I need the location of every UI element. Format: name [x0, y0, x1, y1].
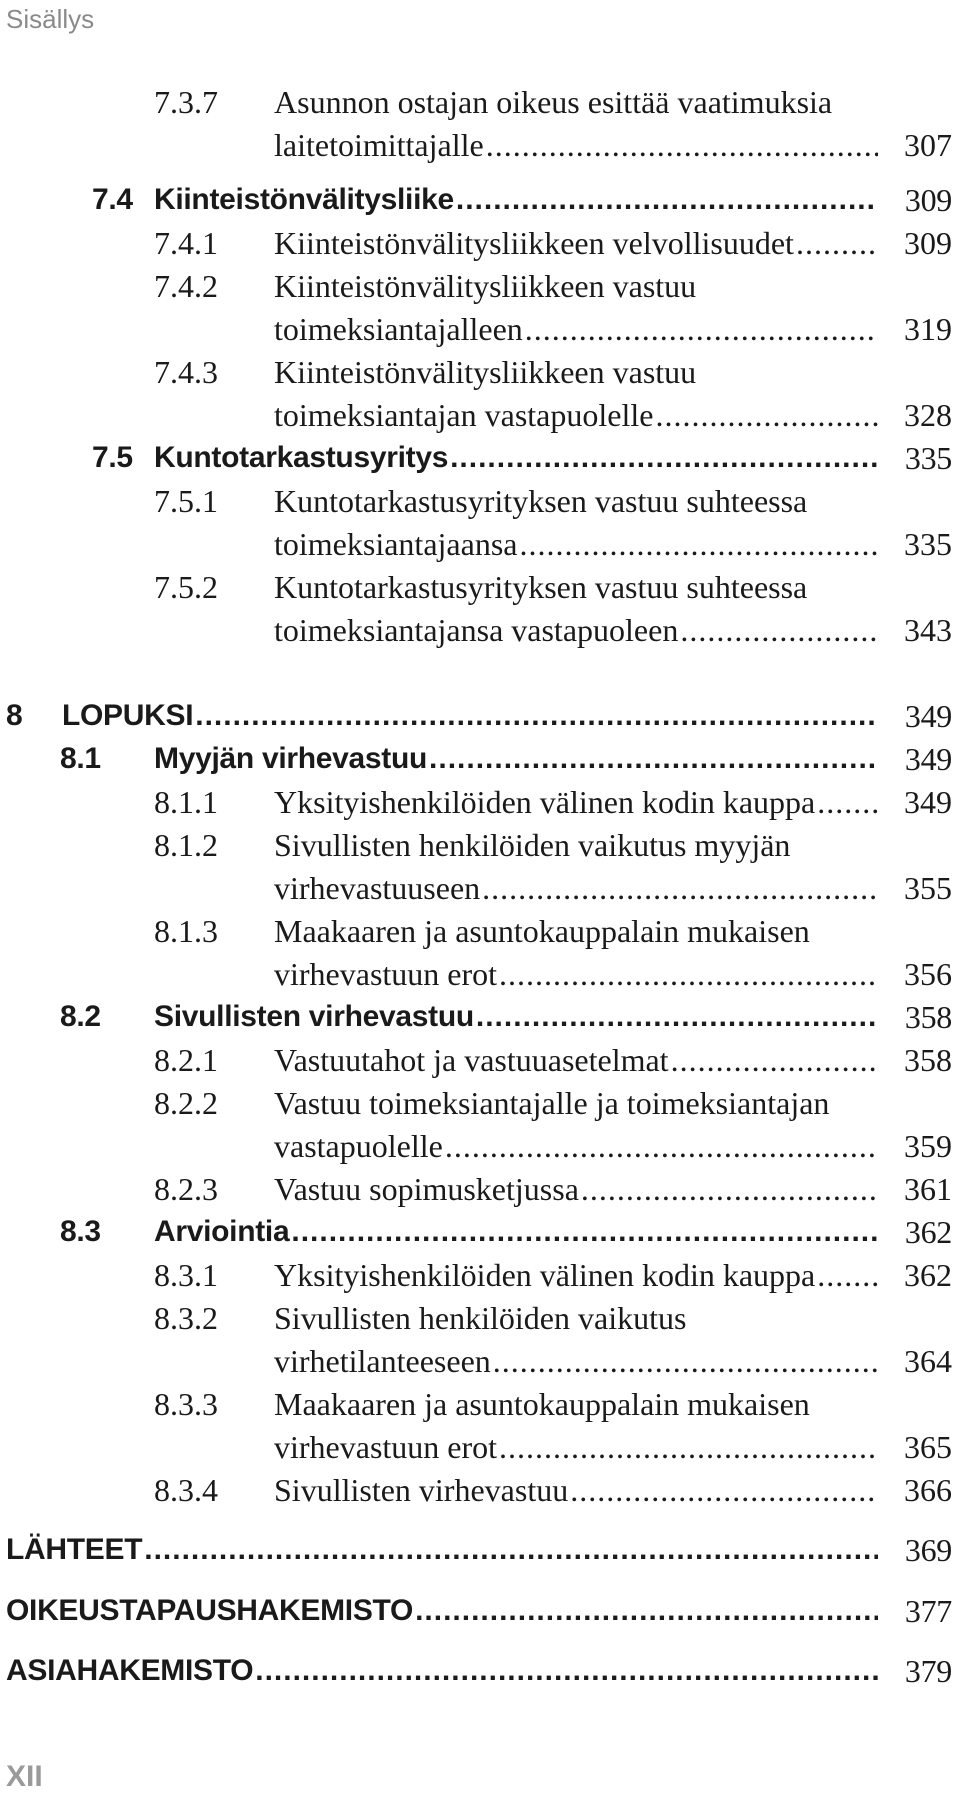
toc-number: 8.3.4 — [154, 1472, 218, 1508]
toc-title-line-2: laitetoimittajalle ..... — [274, 125, 884, 165]
dot-leader — [415, 1591, 878, 1631]
toc-number: 8.3.2 — [154, 1300, 218, 1336]
toc-title-line-2: toimeksiantajan vastapuolelle ..... — [274, 395, 884, 435]
toc-title-line-1: Asunnon ostajan oikeus esittää vaatimuksia — [274, 84, 833, 120]
toc-number: 7.5.2 — [154, 569, 218, 605]
toc-title-line-1: ASIAHAKEMISTO ..... — [6, 1651, 884, 1691]
dot-leader — [817, 782, 878, 822]
toc-number: 7.4.2 — [154, 268, 218, 304]
toc-number: 8.1.2 — [154, 827, 218, 863]
toc-title-line-2: vastapuolelle ..... — [274, 1126, 884, 1166]
toc-number: 7.5.1 — [154, 483, 218, 519]
toc-number: 8 — [6, 699, 23, 732]
dot-leader — [671, 1040, 878, 1080]
toc-title-line-1: Kuntotarkastusyritys ..... — [154, 438, 884, 478]
toc-page-number: 361 — [904, 1171, 952, 1207]
toc-page-number: 349 — [904, 698, 952, 734]
dot-leader — [291, 1212, 878, 1252]
dot-leader — [144, 1530, 878, 1570]
toc-page-number: 379 — [904, 1653, 952, 1689]
toc-title-line-1: LÄHTEET ..... — [6, 1530, 884, 1570]
toc-page-number: 377 — [904, 1593, 952, 1629]
toc-title-line-1: Yksityishenkilöiden välinen kodin kauppa ..... — [274, 1255, 884, 1295]
toc-page-number: 349 — [904, 741, 952, 777]
toc-title-line-2: toimeksiantajalleen ..... — [274, 309, 884, 349]
dot-leader — [499, 1427, 878, 1467]
toc-number: 7.4 — [92, 183, 133, 216]
toc-page-number: 362 — [904, 1257, 952, 1293]
dot-leader — [255, 1651, 878, 1691]
toc-page-number: 355 — [904, 870, 952, 906]
dot-leader — [195, 696, 878, 736]
toc-page-number: 366 — [904, 1472, 952, 1508]
toc-page-number: 319 — [904, 311, 952, 347]
dot-leader — [570, 1470, 878, 1510]
toc-title-line-1: Sivullisten virhevastuu ..... — [154, 997, 884, 1037]
toc-number: 8.1.3 — [154, 913, 218, 949]
toc-page-number: 369 — [904, 1532, 952, 1568]
toc-page-number: 328 — [904, 397, 952, 433]
toc-title-line-1: Kiinteistönvälitysliikkeen vastuu — [274, 268, 697, 304]
toc-number: 8.3 — [60, 1215, 101, 1248]
toc-page-number: 349 — [904, 784, 952, 820]
dot-leader — [456, 180, 878, 220]
toc-page-number: 343 — [904, 612, 952, 648]
toc-page-number: 364 — [904, 1343, 952, 1379]
toc-title-line-1: Kuntotarkastusyrityksen vastuu suhteessa — [274, 483, 808, 519]
toc-title-line-1: Maakaaren ja asuntokauppalain mukaisen — [274, 913, 810, 949]
toc-title-line-2: virhevastuun erot ..... — [274, 1427, 884, 1467]
toc-number: 7.5 — [92, 441, 133, 474]
toc-page-number: 359 — [904, 1128, 952, 1164]
dot-leader — [429, 739, 878, 779]
toc-title-line-2: virhetilanteeseen ..... — [274, 1341, 884, 1381]
toc-number: 8.1 — [60, 742, 101, 775]
dot-leader — [450, 438, 878, 478]
toc-page-number: 358 — [904, 999, 952, 1035]
dot-leader — [476, 997, 878, 1037]
toc-title-line-2: virhevastuuseen ..... — [274, 868, 884, 908]
toc-title-line-1: Vastuutahot ja vastuuasetelmat ..... — [274, 1040, 884, 1080]
toc-page-number: 356 — [904, 956, 952, 992]
toc-title-line-1: Maakaaren ja asuntokauppalain mukaisen — [274, 1386, 810, 1422]
toc-title-line-2: toimeksiantajaansa ..... — [274, 524, 884, 564]
toc-title-line-1: OIKEUSTAPAUSHAKEMISTO ..... — [6, 1591, 884, 1631]
running-head: Sisällys — [6, 4, 95, 34]
dot-leader — [445, 1126, 878, 1166]
toc-title-line-1: Sivullisten henkilöiden vaikutus — [274, 1300, 687, 1336]
toc-number: 7.4.1 — [154, 225, 218, 261]
toc-number: 8.3.1 — [154, 1257, 218, 1293]
dot-leader — [519, 524, 878, 564]
toc-page-number: 307 — [904, 127, 952, 163]
dot-leader — [525, 309, 878, 349]
toc-title-line-1: Sivullisten henkilöiden vaikutus myyjän — [274, 827, 791, 863]
toc-number: 8.1.1 — [154, 784, 218, 820]
dot-leader — [581, 1169, 878, 1209]
page-folio: XII — [6, 1760, 43, 1793]
dot-leader — [493, 1341, 878, 1381]
toc-title-line-1: Kiinteistönvälitysliike ..... — [154, 180, 884, 220]
toc-number: 7.3.7 — [154, 84, 218, 120]
toc-title-line-2: virhevastuun erot ..... — [274, 954, 884, 994]
toc-title-line-1: Arviointia ..... — [154, 1212, 884, 1252]
toc-page-number: 335 — [904, 526, 952, 562]
dot-leader — [817, 1255, 878, 1295]
dot-leader — [655, 395, 878, 435]
dot-leader — [499, 954, 878, 994]
toc-page-number: 335 — [904, 440, 952, 476]
toc-title-line-1: Yksityishenkilöiden välinen kodin kauppa ..... — [274, 782, 884, 822]
toc-title-line-1: Myyjän virhevastuu ..... — [154, 739, 884, 779]
toc-page-number: 365 — [904, 1429, 952, 1465]
toc-title-line-1: LOPUKSI ..... — [62, 696, 884, 736]
toc-title-line-2: toimeksiantajansa vastapuoleen ..... — [274, 610, 884, 650]
toc-number: 8.2.3 — [154, 1171, 218, 1207]
dot-leader — [680, 610, 878, 650]
toc-page-number: 358 — [904, 1042, 952, 1078]
toc-number: 8.2.2 — [154, 1085, 218, 1121]
toc-title-line-1: Kiinteistönvälitysliikkeen velvollisuudet ..... — [274, 223, 884, 263]
toc-number: 7.4.3 — [154, 354, 218, 390]
dot-leader — [486, 125, 878, 165]
dot-leader — [482, 868, 878, 908]
toc-page-number: 309 — [904, 225, 952, 261]
toc-number: 8.2 — [60, 1000, 101, 1033]
toc-number: 8.2.1 — [154, 1042, 218, 1078]
toc-title-line-1: Kuntotarkastusyrityksen vastuu suhteessa — [274, 569, 808, 605]
toc-title-line-1: Sivullisten virhevastuu ..... — [274, 1470, 884, 1510]
toc-title-line-1: Kiinteistönvälitysliikkeen vastuu — [274, 354, 697, 390]
toc-number: 8.3.3 — [154, 1386, 218, 1422]
toc-title-line-1: Vastuu toimeksiantajalle ja toimeksiantajan — [274, 1085, 830, 1121]
dot-leader — [796, 223, 878, 263]
toc-title-line-1: Vastuu sopimusketjussa ..... — [274, 1169, 884, 1209]
toc-page-number: 309 — [904, 182, 952, 218]
toc-page-number: 362 — [904, 1214, 952, 1250]
